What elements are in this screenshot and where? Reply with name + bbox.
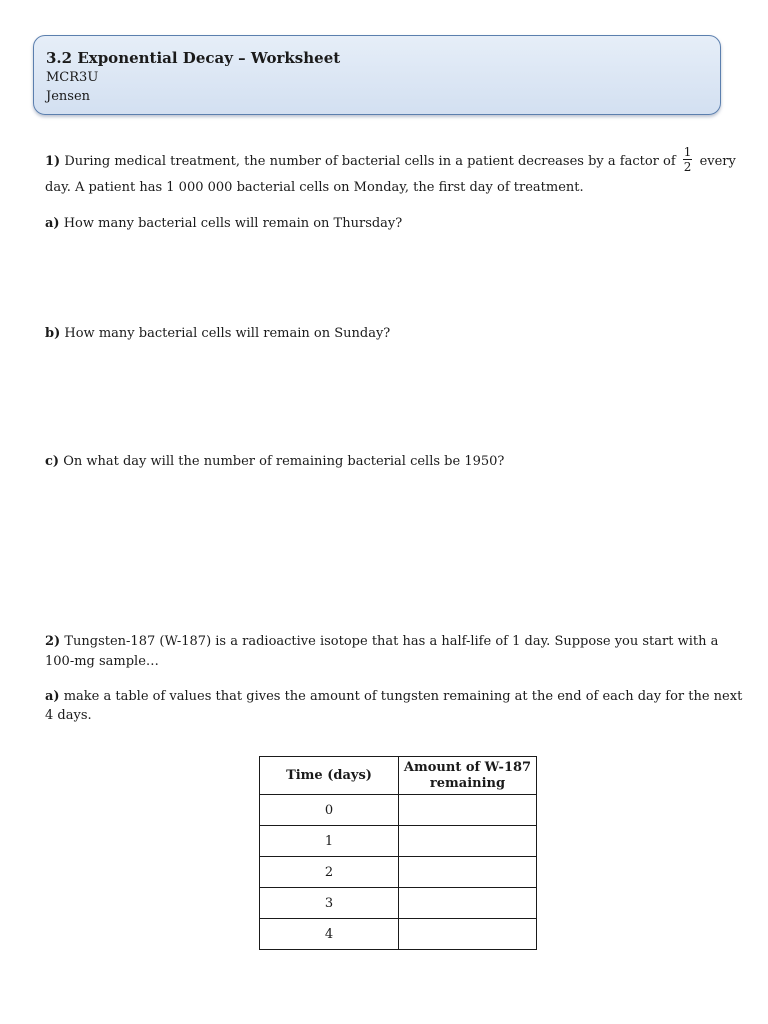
- fraction-numerator: 1: [683, 145, 692, 159]
- question-1a-label: a): [45, 216, 60, 231]
- worksheet-header: [33, 35, 721, 115]
- question-1-line-1: [45, 145, 736, 175]
- question-1c-label: c): [45, 454, 60, 469]
- question-2-line-2: 100-mg sample…: [45, 654, 159, 669]
- time-cell: 1: [260, 826, 399, 857]
- amount-cell[interactable]: [399, 795, 537, 826]
- question-1-text-after: every: [699, 154, 736, 169]
- time-cell: 0: [260, 795, 399, 826]
- question-2-number: 2): [45, 634, 61, 649]
- time-cell: 3: [260, 888, 399, 919]
- question-1a-text: How many bacterial cells will remain on Thursday?: [63, 216, 403, 231]
- amount-cell[interactable]: [399, 888, 537, 919]
- course-code: MCR3U: [46, 70, 99, 85]
- question-1-number: 1): [45, 154, 61, 169]
- amount-header-line-2: remaining: [429, 775, 506, 791]
- amount-remaining-header: [399, 757, 537, 795]
- amount-cell[interactable]: [399, 826, 537, 857]
- question-2a-label: a): [45, 689, 60, 704]
- question-1b: [45, 324, 725, 343]
- question-1-line-2: day. A patient has 1 000 000 bacterial cells on Monday, the first day of treatment.: [45, 180, 584, 195]
- amount-header-line-1: Amount of W-187: [403, 759, 532, 775]
- fraction-denominator: 2: [683, 160, 692, 174]
- question-2a-text: make a table of values that gives the amount of tungsten remaining at the end of each day for the next: [63, 689, 743, 704]
- question-1-text-before: During medical treatment, the number of bacterial cells in a patient decreases by a factor of: [64, 154, 676, 169]
- table-row: [260, 857, 537, 888]
- question-1c: [45, 452, 725, 471]
- time-days-header: Time (days): [260, 757, 399, 795]
- one-half-fraction: [683, 146, 693, 173]
- question-2a-line-2: 4 days.: [45, 708, 92, 723]
- table-header-row: [260, 757, 537, 795]
- time-cell: 4: [260, 919, 399, 950]
- table-row: [260, 826, 537, 857]
- question-2-text: Tungsten-187 (W-187) is a radioactive isotope that has a half-life of 1 day. Suppose you start with a: [64, 634, 719, 649]
- worksheet-title: 3.2 Exponential Decay – Worksheet: [46, 49, 341, 67]
- question-1b-label: b): [45, 326, 61, 341]
- tungsten-values-table: [259, 756, 537, 950]
- table-row: [260, 919, 537, 950]
- question-1b-text: How many bacterial cells will remain on Sunday?: [64, 326, 391, 341]
- question-2-line-1: [45, 632, 725, 651]
- time-cell: 2: [260, 857, 399, 888]
- amount-cell[interactable]: [399, 919, 537, 950]
- question-1a: [45, 214, 725, 233]
- table-row: [260, 888, 537, 919]
- amount-cell[interactable]: [399, 857, 537, 888]
- question-2a-line-1: [45, 687, 743, 706]
- table-row: [260, 795, 537, 826]
- question-1c-text: On what day will the number of remaining bacterial cells be 1950?: [63, 454, 505, 469]
- teacher-name: Jensen: [46, 89, 91, 104]
